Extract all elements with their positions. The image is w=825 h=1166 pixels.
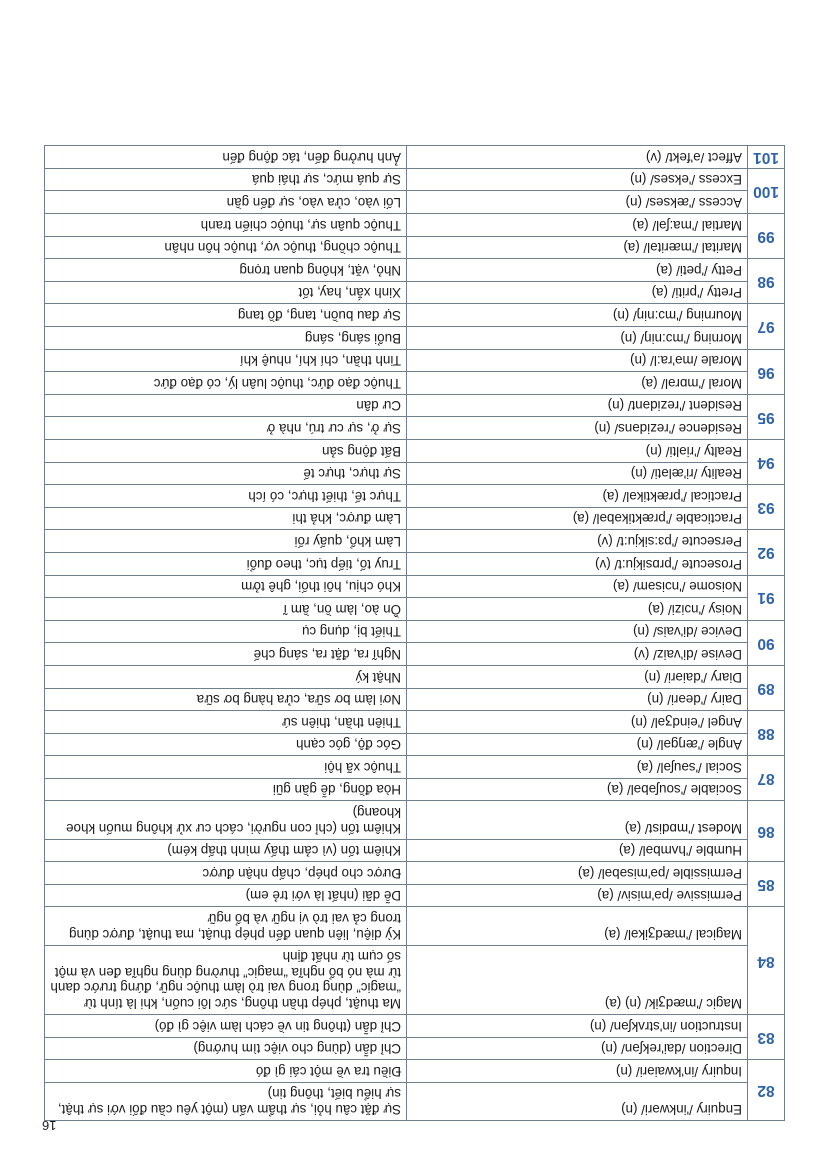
table-row <box>45 372 785 395</box>
vocab-word: Modest /'mɒdist/ (a) <box>407 801 748 839</box>
entry-number: 100 <box>748 168 785 213</box>
entry-number: 88 <box>748 711 785 756</box>
vocab-word: Permissible /pə'misəbəl/ (a) <box>407 862 748 885</box>
entry-number: 82 <box>748 1060 785 1121</box>
vocab-word: Instruction /in'strʌkʃən/ (n) <box>407 1015 748 1038</box>
table-row <box>45 756 785 779</box>
vocab-meaning: Điều tra về một cái gì đó <box>45 1060 407 1083</box>
entry-number: 90 <box>748 620 785 665</box>
table-row <box>45 168 785 191</box>
vocab-meaning: Ma thuật, phép thần thông, sức lôi cuốn, khi là tính từ “magic” dùng trong vai trò làm thuộc ngữ, đứng trước danh từ mà nó bổ nghĩa “magic” thường dùng nghĩa đen và một số cụm từ nhất định <box>45 945 407 1014</box>
vocab-meaning: Lối vào, cửa vào, sự đến gần <box>45 191 407 214</box>
vocab-word: Realty /'riəlti/ (n) <box>407 440 748 463</box>
entry-number: 97 <box>748 304 785 349</box>
table-row <box>45 485 785 508</box>
vocab-word: Permissive /pə'misiv/ (a) <box>407 884 748 907</box>
entry-number: 99 <box>748 214 785 259</box>
vocab-meaning: Thuộc đạo đức, thuộc luân lý, có đạo đức <box>45 372 407 395</box>
table-row <box>45 711 785 734</box>
table-row <box>45 575 785 598</box>
entry-number: 95 <box>748 394 785 439</box>
vocab-meaning: Khó chịu, hôi thối, ghê tởm <box>45 575 407 598</box>
vocab-word: Angle /'æŋgəl/ (n) <box>407 733 748 756</box>
table-row <box>45 1015 785 1038</box>
vocab-word: Morning /'mɔ:niŋ/ (n) <box>407 327 748 350</box>
vocab-meaning: Dễ dãi (nhất là với trẻ em) <box>45 884 407 907</box>
table-row <box>45 945 785 1014</box>
vocab-meaning: Làm được, khả thi <box>45 507 407 530</box>
vocab-meaning: Được cho phép, chấp nhận được <box>45 862 407 885</box>
table-row <box>45 862 785 885</box>
table-row <box>45 462 785 485</box>
vocab-word: Humble /'hʌmbəl/ (a) <box>407 839 748 862</box>
table-row <box>45 214 785 237</box>
table-row <box>45 146 785 169</box>
vocab-meaning: Cư dân <box>45 394 407 417</box>
vocab-word: Diary /'daiəri/ (n) <box>407 665 748 688</box>
vocab-meaning: Thực tế, thiết thực, có ích <box>45 485 407 508</box>
table-row <box>45 236 785 259</box>
vocab-meaning: Sự đau buồn, tang, đồ tang <box>45 304 407 327</box>
entry-number: 96 <box>748 349 785 394</box>
vocab-word: Access /'ækses/ (n) <box>407 191 748 214</box>
vocabulary-table-body <box>45 146 785 1121</box>
vocab-meaning: Góc độ, góc cạnh <box>45 733 407 756</box>
vocab-meaning: Xinh xắn, hay, tốt <box>45 281 407 304</box>
table-row <box>45 778 785 801</box>
vocab-word: Excess /'ekses/ (n) <box>407 168 748 191</box>
table-row <box>45 1037 785 1060</box>
vocab-meaning: Nơi làm bơ sữa, cửa hàng bơ sữa <box>45 688 407 711</box>
entry-number: 85 <box>748 862 785 907</box>
table-row <box>45 839 785 862</box>
entry-number: 83 <box>748 1015 785 1060</box>
vocab-word: Practicable /'præktikəbəl/ (a) <box>407 507 748 530</box>
vocab-word: Noisy /'nɔizi/ (a) <box>407 598 748 621</box>
vocab-meaning: Chỉ dẫn (dùng cho việc tìm hướng) <box>45 1037 407 1060</box>
vocab-meaning: Nhỏ, vặt, không quan trọng <box>45 259 407 282</box>
vocab-meaning: Tinh thần, chí khí, nhuệ khí <box>45 349 407 372</box>
vocab-meaning: Thuộc quân sự, thuộc chiến tranh <box>45 214 407 237</box>
table-row <box>45 304 785 327</box>
vocab-word: Enquiry /'inkwəri/ (n) <box>407 1082 748 1120</box>
table-row <box>45 1082 785 1120</box>
table-row <box>45 665 785 688</box>
table-row <box>45 394 785 417</box>
vocab-word: Noisome /'nɔisəm/ (a) <box>407 575 748 598</box>
vocab-meaning: Chỉ dẫn (thông tin về cách làm việc gì đó) <box>45 1015 407 1038</box>
vocab-meaning: Làm khổ, quấy rối <box>45 530 407 553</box>
vocab-meaning: Thiên thần, thiên sứ <box>45 711 407 734</box>
vocab-word: Inquiry /in'kwaiəri/ (n) <box>407 1060 748 1083</box>
vocab-meaning: Buổi sáng, sáng <box>45 327 407 350</box>
vocab-word: Pretty /'priti/ (a) <box>407 281 748 304</box>
table-row <box>45 801 785 839</box>
vocab-word: Martial /'ma:ʃəl/ (a) <box>407 214 748 237</box>
table-row <box>45 643 785 666</box>
vocab-word: Practical /'præktikəl/ (a) <box>407 485 748 508</box>
vocab-word: Mourning /'mɔ:niŋ/ (n) <box>407 304 748 327</box>
vocab-meaning: Hòa đồng, dễ gần gũi <box>45 778 407 801</box>
vocab-word: Reality /ri'æləti/ (n) <box>407 462 748 485</box>
table-row <box>45 530 785 553</box>
entry-number: 101 <box>748 146 785 169</box>
vocab-word: Device /di'vais/ (n) <box>407 620 748 643</box>
vocab-meaning: Khiêm tốn (chỉ con người, cách cư xử không muốn khoe khoang) <box>45 801 407 839</box>
vocab-meaning: Ồn ào, làm ồn, ầm ĩ <box>45 598 407 621</box>
vocab-word: Devise /di'vaiz/ (v) <box>407 643 748 666</box>
vocab-word: Sociable /'souʃəbəl/ (a) <box>407 778 748 801</box>
vocab-word: Moral /'mɒrəl/ (a) <box>407 372 748 395</box>
vocab-meaning: Sự đặt câu hỏi, sự thẩm vấn (một yêu cầu đối với sự thật, sự hiểu biết, thông tin) <box>45 1082 407 1120</box>
entry-number: 91 <box>748 575 785 620</box>
table-row <box>45 191 785 214</box>
vocab-word: Residence /'rezidəns/ (n) <box>407 417 748 440</box>
vocab-meaning: Nghĩ ra, đặt ra, sáng chế <box>45 643 407 666</box>
table-row <box>45 688 785 711</box>
table-row <box>45 327 785 350</box>
entry-number: 93 <box>748 485 785 530</box>
table-row <box>45 907 785 945</box>
vocab-word: Marital /'mæritəl/ (a) <box>407 236 748 259</box>
vocab-meaning: Sự thực, thực tế <box>45 462 407 485</box>
vocab-meaning: Khiêm tốn (vì cảm thấy mình thấp kém) <box>45 839 407 862</box>
table-row <box>45 417 785 440</box>
table-row <box>45 281 785 304</box>
vocab-meaning: Ảnh hưởng đến, tác động đến <box>45 146 407 169</box>
vocab-word: Prosecute /'prɒsikju:t/ (v) <box>407 552 748 575</box>
table-row <box>45 552 785 575</box>
table-row <box>45 884 785 907</box>
vocab-meaning: Thuộc xã hội <box>45 756 407 779</box>
table-row <box>45 598 785 621</box>
vocab-meaning: Kỳ diệu, liên quan đến phép thuật, ma thuật, được dùng trong cả vai trò vị ngữ và bổ ngữ <box>45 907 407 945</box>
vocab-meaning: Bất động sản <box>45 440 407 463</box>
page-number: 16 <box>42 1118 57 1133</box>
table-row <box>45 620 785 643</box>
entry-number: 98 <box>748 259 785 304</box>
vocab-word: Direction /dai'rekʃən/ (n) <box>407 1037 748 1060</box>
vocab-meaning: Thuộc chồng, thuộc vợ, thuộc hôn nhân <box>45 236 407 259</box>
vocab-word: Petty /'peti/ (a) <box>407 259 748 282</box>
table-row <box>45 507 785 530</box>
table-row <box>45 733 785 756</box>
table-row <box>45 440 785 463</box>
vocab-word: Dairy /'deəri/ (n) <box>407 688 748 711</box>
vocab-word: Magical /'mædʒikəl/ (a) <box>407 907 748 945</box>
entry-number: 94 <box>748 440 785 485</box>
vocab-meaning: Nhật ký <box>45 665 407 688</box>
vocab-word: Angel /'eindʒəl/ (n) <box>407 711 748 734</box>
vocab-word: Social /'səuʃəl/ (a) <box>407 756 748 779</box>
entry-number: 92 <box>748 530 785 575</box>
table-row <box>45 259 785 282</box>
vocab-word: Persecute /'pɜ:sikju:t/ (v) <box>407 530 748 553</box>
table-row <box>45 349 785 372</box>
table-row <box>45 1060 785 1083</box>
vocab-word: Resident /'rezidənt/ (n) <box>407 394 748 417</box>
entry-number: 86 <box>748 801 785 862</box>
vocab-word: Magic /'mædʒik/ (n) (a) <box>407 945 748 1014</box>
vocab-meaning: Truy tố, tiếp tục, theo đuổi <box>45 552 407 575</box>
entry-number: 89 <box>748 665 785 710</box>
entry-number: 87 <box>748 756 785 801</box>
vocab-meaning: Sự ở, sự cư trú, nhà ở <box>45 417 407 440</box>
vocab-meaning: Sự quá mức, sự thái quá <box>45 168 407 191</box>
vocab-word: Morale /mə'ra:l/ (n) <box>407 349 748 372</box>
vocab-meaning: Thiết bị, dụng cụ <box>45 620 407 643</box>
vocabulary-table <box>44 145 785 1121</box>
entry-number: 84 <box>748 907 785 1015</box>
vocab-word: Affect /ə'fekt/ (v) <box>407 146 748 169</box>
